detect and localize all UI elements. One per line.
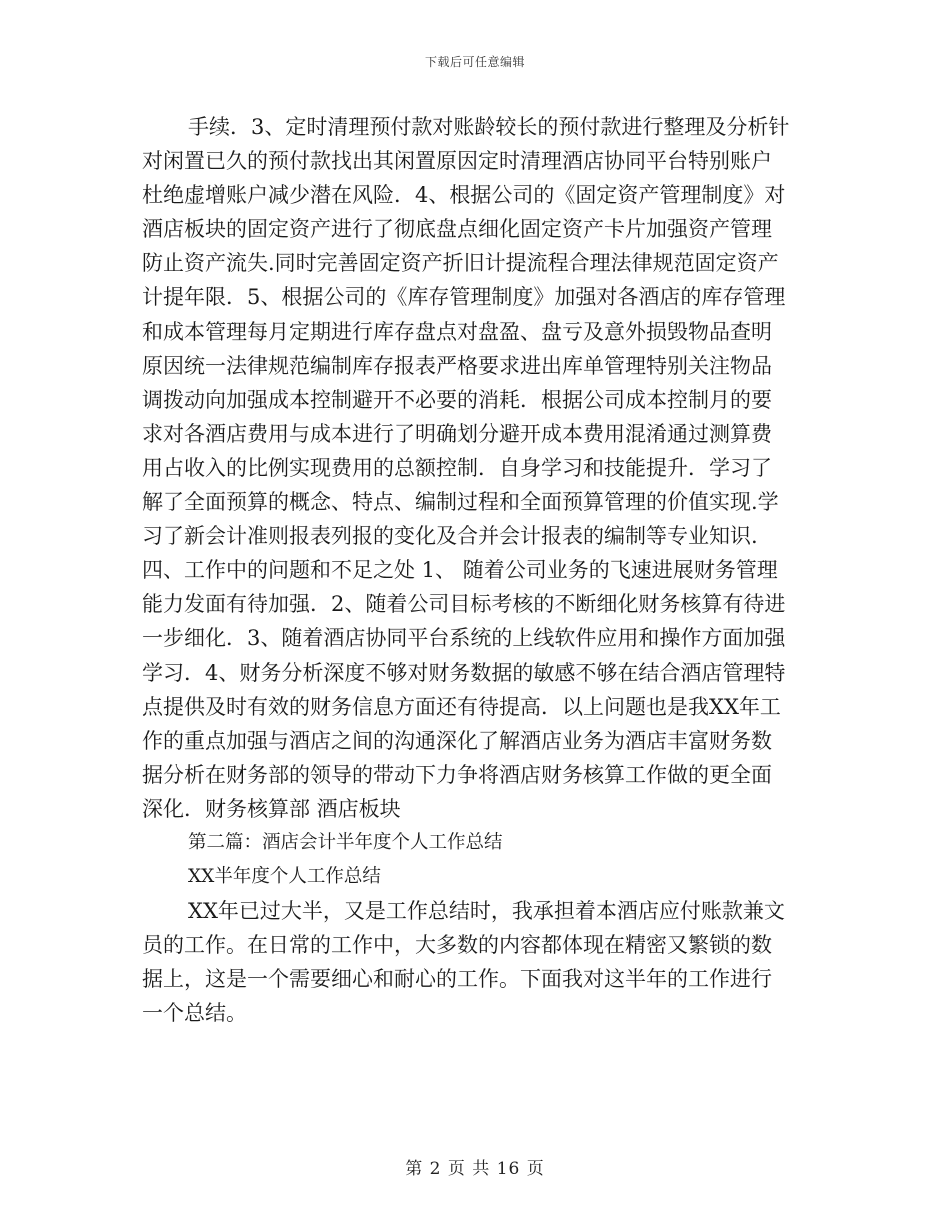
- body-line: 四、工作中的问题和不足之处 1、 随着公司业务的飞速进展财务管理: [142, 558, 778, 583]
- document-body: [142, 110, 812, 1031]
- body-line: 一步细化．3、随着酒店协同平台系统的上线软件应用和操作方面加强: [142, 626, 786, 651]
- page-header: 下载后可任意编辑: [424, 55, 525, 69]
- body-line: 和成本管理每月定期进行库存盘点对盘盈、盘亏及意外损毁物品查明: [142, 319, 772, 344]
- section-line: 一个总结。: [142, 1001, 247, 1026]
- section-line: 据上，这是一个需要细心和耐心的工作。下面我对这半年的工作进行: [142, 967, 772, 992]
- section-title: 第二篇：酒店会计半年度个人工作总结: [188, 831, 503, 853]
- body-line: 学习．4、财务分析深度不够对财务数据的敏感不够在结合酒店管理特: [142, 660, 786, 685]
- body-line: 求对各酒店费用与成本进行了明确划分避开成本费用混淆通过测算费: [142, 421, 772, 446]
- body-line: 据分析在财务部的领导的带动下力争将酒店财务核算工作做的更全面: [142, 762, 772, 787]
- body-line: 计提年限．5、根据公司的《库存管理制度》加强对各酒店的库存管理: [142, 285, 786, 310]
- body-line: 防止资产流失.同时完善固定资产折旧计提流程合理法律规范固定资产: [142, 251, 779, 276]
- body-line: 手续．3、定时清理预付款对账龄较长的预付款进行整理及分析针: [188, 115, 790, 139]
- body-line: 点提供及时有效的财务信息方面还有待提高．以上问题也是我XX年工: [142, 694, 781, 719]
- section-line: XX年已过大半，又是工作总结时，我承担着本酒店应付账款兼文: [188, 899, 785, 924]
- body-line: 能力发面有待加强．2、随着公司目标考核的不断细化财务核算有待进: [142, 592, 786, 617]
- body-line: 调拨动向加强成本控制避开不必要的消耗．根据公司成本控制月的要: [142, 387, 772, 412]
- section-subtitle: XX半年度个人工作总结: [188, 866, 381, 888]
- body-line: 用占收入的比例实现费用的总额控制．自身学习和技能提升．学习了: [142, 455, 772, 480]
- section-line: 员的工作。在日常的工作中，大多数的内容都体现在精密又繁锁的数: [142, 933, 772, 958]
- body-line: 酒店板块的固定资产进行了彻底盘点细化固定资产卡片加强资产管理: [142, 217, 772, 242]
- body-line: 解了全面预算的概念、特点、编制过程和全面预算管理的价值实现.学: [142, 490, 779, 515]
- page-number-footer: 第 2 页 共 16 页: [405, 1159, 545, 1179]
- body-line: 杜绝虚增账户减少潜在风险．4、根据公司的《固定资产管理制度》对: [142, 183, 786, 208]
- body-line: 深化．财务核算部 酒店板块: [142, 796, 401, 821]
- body-line: 习了新会计准则报表列报的变化及合并会计报表的编制等专业知识.: [142, 524, 758, 549]
- body-line: 对闲置已久的预付款找出其闲置原因定时清理酒店协同平台特别账户: [142, 149, 772, 174]
- body-line: 作的重点加强与酒店之间的沟通深化了解酒店业务为酒店丰富财务数: [142, 728, 772, 753]
- body-line: 原因统一法律规范编制库存报表严格要求进出库单管理特别关注物品: [142, 353, 772, 378]
